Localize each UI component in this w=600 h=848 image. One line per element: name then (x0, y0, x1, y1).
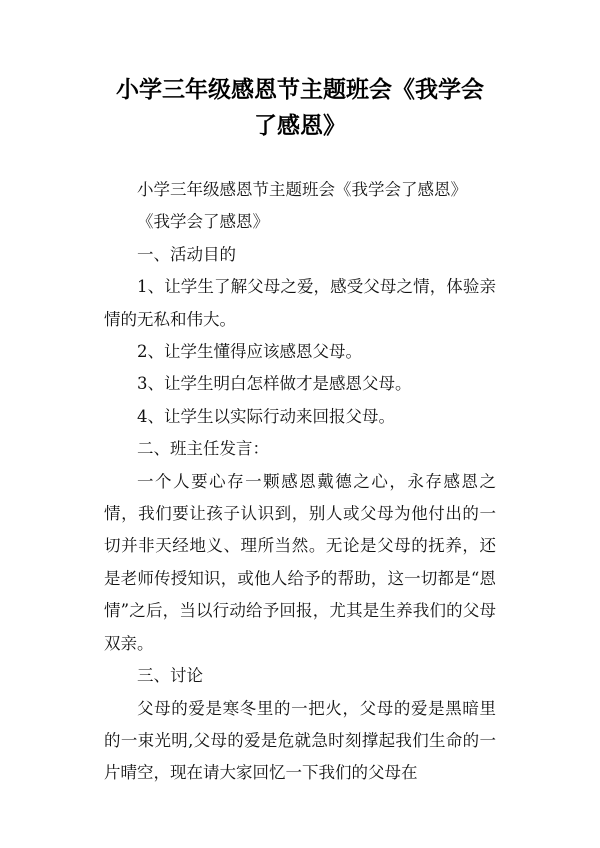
paragraph-subtitle: 小学三年级感恩节主题班会《我学会了感恩》 (137, 180, 467, 199)
paragraph-goal-1: 1、让学生了解父母之爱，感受父母之情，体验亲情的无私和伟大。 (104, 277, 496, 329)
title-line: 了感恩》 (254, 113, 346, 139)
heading-teacher-speech: 二、班主任发言： (137, 439, 269, 459)
title-line: 小学三年级感恩节主题班会《我学会 (116, 77, 484, 103)
paragraph-goal-4: 4、让学生以实际行动来回报父母。 (137, 406, 395, 426)
document-body (104, 174, 496, 790)
paragraph-goal-3: 3、让学生明白怎样做才是感恩父母。 (137, 374, 412, 394)
paragraph-teacher-speech: 一个人要心存一颗感恩戴德之心，永存感恩之情，我们要让孩子认识到，别人或父母为他付出的一切并非天经地义、理所当然。无论是父母的抚养，还是老师传授知识，或他人给予的帮助，这一切都是“恩情”之后，当以行动给予回报，尤其是生养我们的父母双亲。 (104, 471, 496, 653)
paragraph-theme: 《我学会了感恩》 (137, 212, 269, 232)
heading-activity-goals: 一、活动目的 (137, 244, 236, 264)
document-title (60, 72, 540, 144)
heading-discussion: 三、讨论 (137, 666, 203, 686)
paragraph-goal-2: 2、让学生懂得应该感恩父母。 (137, 342, 362, 362)
paragraph-discussion: 父母的爱是寒冬里的一把火，父母的爱是黑暗里的一束光明,父母的爱是危就急时刻撑起我们生命的一片晴空，现在请大家回忆一下我们的父母在 (104, 698, 496, 783)
